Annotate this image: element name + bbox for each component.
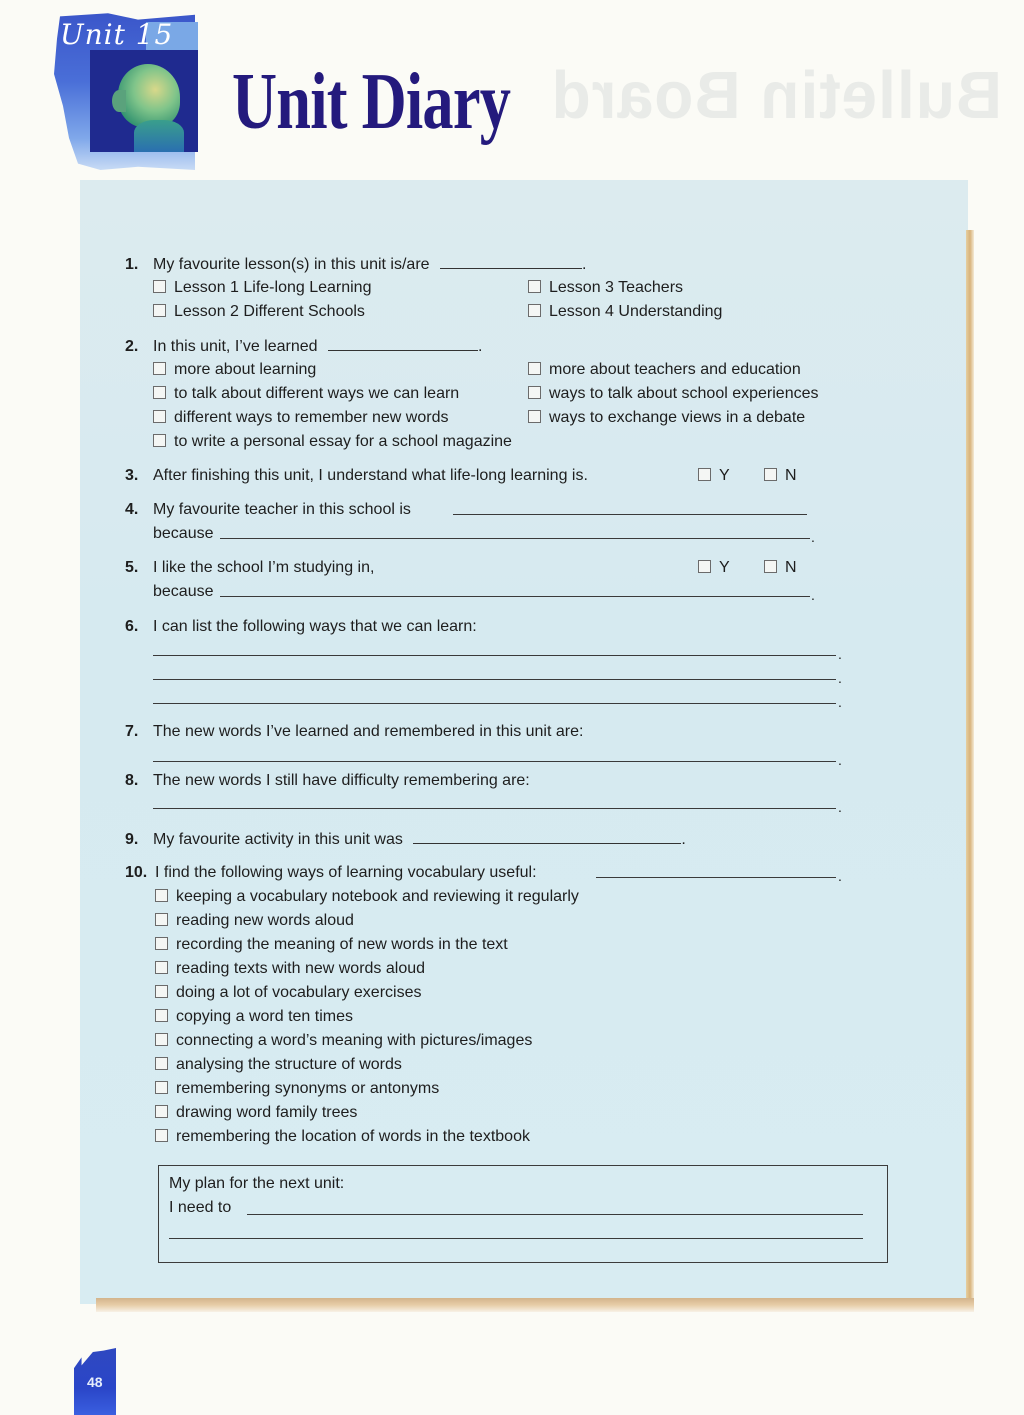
option-label: Lesson 3 Teachers <box>549 279 684 296</box>
option-label: to talk about different ways we can learn <box>174 385 460 402</box>
option-pictures[interactable] <box>155 1031 532 1051</box>
answer-line[interactable] <box>153 808 836 809</box>
option-label: to write a personal essay for a school magazine <box>174 433 512 450</box>
question-number: 2. <box>125 338 139 355</box>
question-10 <box>125 863 537 883</box>
checkbox[interactable] <box>698 468 711 481</box>
option-teachers-education[interactable] <box>528 360 801 380</box>
yes-option[interactable] <box>698 466 730 486</box>
because-text: because <box>153 525 214 542</box>
checkbox[interactable] <box>764 468 777 481</box>
question-5 <box>125 558 374 578</box>
option-label: more about learning <box>174 361 317 378</box>
option-label: ways to exchange views in a debate <box>549 409 806 426</box>
checkbox[interactable] <box>155 985 168 998</box>
option-label: remembering the location of words in the textbook <box>176 1128 530 1145</box>
checkbox[interactable] <box>153 362 166 375</box>
question-9 <box>125 829 686 850</box>
answer-line[interactable] <box>153 703 836 704</box>
end-dot: . <box>838 670 842 686</box>
plan-box <box>158 1165 888 1263</box>
answer-blank[interactable] <box>413 829 681 844</box>
end-dot: . <box>478 338 483 355</box>
checkbox[interactable] <box>528 280 541 293</box>
question-3 <box>125 466 588 486</box>
plan-line-2[interactable] <box>169 1238 863 1239</box>
option-label: more about teachers and education <box>549 361 801 378</box>
option-read-texts[interactable] <box>155 959 425 979</box>
option-lesson-4[interactable] <box>528 302 722 322</box>
checkbox[interactable] <box>528 362 541 375</box>
option-label: Lesson 1 Life-long Learning <box>174 279 372 296</box>
page-number: 48 <box>87 1374 103 1390</box>
because-label <box>153 582 214 602</box>
answer-blank[interactable] <box>328 336 478 351</box>
option-label: recording the meaning of new words in the text <box>176 936 508 953</box>
question-number: 6. <box>125 618 139 635</box>
question-text: I like the school I’m studying in, <box>153 559 375 576</box>
end-dot: . <box>811 587 815 603</box>
option-more-about-learning[interactable] <box>153 360 316 380</box>
end-dot: . <box>838 799 842 815</box>
option-lesson-1[interactable] <box>153 278 371 298</box>
no-option[interactable] <box>764 558 797 578</box>
option-label: analysing the structure of words <box>176 1056 402 1073</box>
plan-line-1[interactable] <box>247 1214 863 1215</box>
checkbox[interactable] <box>153 386 166 399</box>
plan-title: My plan for the next unit: <box>169 1175 345 1192</box>
checkbox[interactable] <box>153 410 166 423</box>
option-label: reading new words aloud <box>176 912 354 929</box>
checkbox[interactable] <box>528 410 541 423</box>
question-text: The new words I’ve learned and remembered in this unit are: <box>153 723 584 740</box>
option-vocab-exercises[interactable] <box>155 983 421 1003</box>
question-2 <box>125 336 482 357</box>
question-7 <box>125 722 583 742</box>
question-number: 7. <box>125 723 139 740</box>
question-text: I find the following ways of learning vocabulary useful: <box>155 864 537 881</box>
option-read-aloud[interactable] <box>155 911 354 931</box>
option-label: doing a lot of vocabulary exercises <box>176 984 422 1001</box>
question-number: 1. <box>125 256 139 273</box>
question-number: 3. <box>125 467 139 484</box>
yes-label: Y <box>719 559 730 576</box>
question-text: I can list the following ways that we can learn: <box>153 618 477 635</box>
checkbox[interactable] <box>528 386 541 399</box>
because-line[interactable] <box>220 538 810 539</box>
option-structure[interactable] <box>155 1055 402 1075</box>
bleed-through-title: Bulletin Board <box>550 57 1002 133</box>
checkbox[interactable] <box>153 280 166 293</box>
no-label: N <box>785 559 797 576</box>
option-label: copying a word ten times <box>176 1008 353 1025</box>
option-lesson-3[interactable] <box>528 278 683 298</box>
question-number: 10. <box>125 864 148 881</box>
answer-line[interactable] <box>153 655 836 656</box>
question-1 <box>125 254 586 275</box>
option-exchange-views[interactable] <box>528 408 805 428</box>
option-personal-essay[interactable] <box>153 432 512 452</box>
checkbox[interactable] <box>155 1057 168 1070</box>
option-family-trees[interactable] <box>155 1103 357 1123</box>
option-label: connecting a word’s meaning with pictures/images <box>176 1032 533 1049</box>
checkbox[interactable] <box>155 1105 168 1118</box>
question-number: 4. <box>125 501 139 518</box>
checkbox[interactable] <box>528 304 541 317</box>
page-title: Unit Diary <box>232 58 511 146</box>
option-remember-words[interactable] <box>153 408 448 428</box>
checkbox[interactable] <box>155 961 168 974</box>
option-lesson-2[interactable] <box>153 302 365 322</box>
checkbox[interactable] <box>153 434 166 447</box>
checkbox[interactable] <box>155 937 168 950</box>
option-label: Lesson 4 Understanding <box>549 303 723 320</box>
option-label: remembering synonyms or antonyms <box>176 1080 440 1097</box>
answer-line[interactable] <box>453 514 807 515</box>
answer-line[interactable] <box>596 877 836 878</box>
yes-option[interactable] <box>698 558 730 578</box>
no-option[interactable] <box>764 466 797 486</box>
because-label <box>153 524 214 544</box>
option-label: drawing word family trees <box>176 1104 358 1121</box>
option-label: different ways to remember new words <box>174 409 449 426</box>
question-6 <box>125 617 477 637</box>
option-talk-ways-learn[interactable] <box>153 384 459 404</box>
option-location[interactable] <box>155 1127 530 1147</box>
unit-label: Unit 15 <box>60 18 174 51</box>
checkbox[interactable] <box>698 560 711 573</box>
no-label: N <box>785 467 797 484</box>
plan-need-label: I need to <box>169 1199 232 1216</box>
end-dot: . <box>681 831 686 848</box>
end-dot: . <box>838 646 842 662</box>
checkbox[interactable] <box>764 560 777 573</box>
option-label: Lesson 2 Different Schools <box>174 303 365 320</box>
checkbox[interactable] <box>155 1033 168 1046</box>
question-text: In this unit, I’ve learned <box>153 338 318 355</box>
checkbox[interactable] <box>155 1009 168 1022</box>
checkbox[interactable] <box>155 913 168 926</box>
yes-label: Y <box>719 467 730 484</box>
option-label: keeping a vocabulary notebook and reviewing it regularly <box>176 888 579 905</box>
end-dot: . <box>838 694 842 710</box>
option-vocab-notebook[interactable] <box>155 887 579 907</box>
answer-blank[interactable] <box>440 254 582 269</box>
checkbox[interactable] <box>155 889 168 902</box>
option-label: ways to talk about school experiences <box>549 385 819 402</box>
question-number: 9. <box>125 831 139 848</box>
checkbox[interactable] <box>153 304 166 317</box>
end-dot: . <box>811 529 815 545</box>
answer-line[interactable] <box>153 761 836 762</box>
option-record-meaning[interactable] <box>155 935 508 955</box>
question-text: My favourite activity in this unit was <box>153 831 403 848</box>
checkbox[interactable] <box>155 1081 168 1094</box>
question-text: My favourite lesson(s) in this unit is/are <box>153 256 430 273</box>
end-dot: . <box>582 256 587 273</box>
question-number: 5. <box>125 559 139 576</box>
because-text: because <box>153 583 214 600</box>
option-school-experiences[interactable] <box>528 384 818 404</box>
question-8 <box>125 771 530 791</box>
end-dot: . <box>838 752 842 768</box>
answer-line[interactable] <box>153 679 836 680</box>
checkbox[interactable] <box>155 1129 168 1142</box>
because-line[interactable] <box>220 596 810 597</box>
option-copy-word[interactable] <box>155 1007 353 1027</box>
question-text: My favourite teacher in this school is <box>153 501 411 518</box>
question-number: 8. <box>125 772 139 789</box>
question-text: The new words I still have difficulty remembering are: <box>153 772 530 789</box>
option-synonyms[interactable] <box>155 1079 439 1099</box>
question-4 <box>125 500 411 520</box>
end-dot: . <box>838 868 842 884</box>
option-label: reading texts with new words aloud <box>176 960 426 977</box>
question-text: After finishing this unit, I understand what life-long learning is. <box>153 467 588 484</box>
